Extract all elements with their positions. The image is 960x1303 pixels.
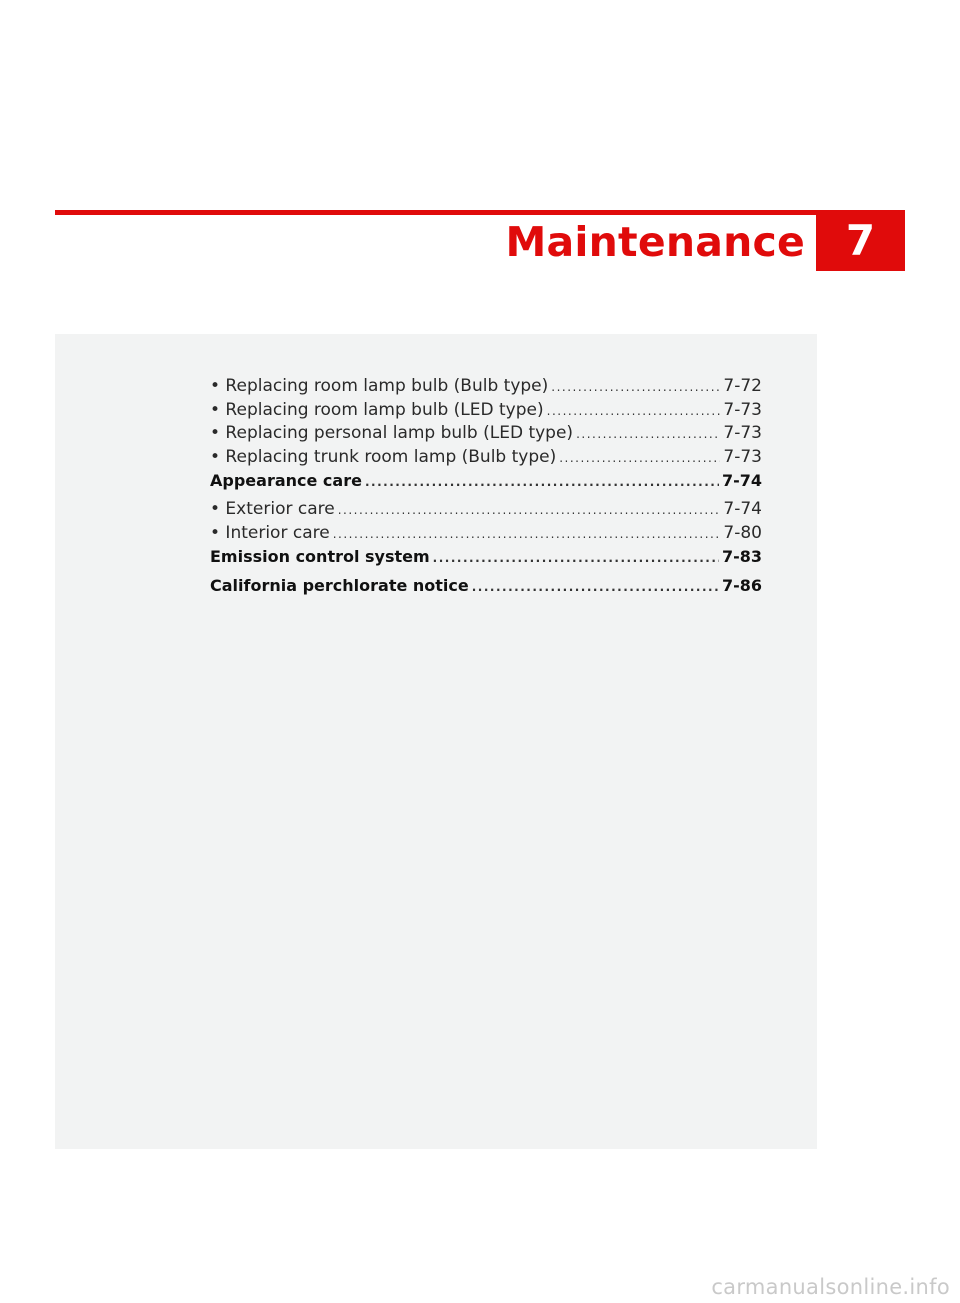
toc-entry-label: • Replacing personal lamp bulb (LED type) <box>210 423 574 444</box>
toc-entry[interactable] <box>210 523 762 547</box>
toc-entry-label: • Replacing trunk room lamp (Bulb type) <box>210 447 557 468</box>
toc-entry[interactable] <box>210 499 762 523</box>
toc-dot-leader <box>338 499 721 519</box>
toc-section-label: California perchlorate notice <box>210 575 469 595</box>
toc-entry-page: 7-72 <box>723 376 762 396</box>
chapter-number-badge: 7 <box>816 210 905 271</box>
toc-dot-leader <box>547 400 721 420</box>
toc-entry-label: • Exterior care <box>210 499 335 520</box>
toc-dot-leader <box>472 576 719 595</box>
toc-list <box>210 376 762 599</box>
toc-dot-leader <box>333 523 721 543</box>
toc-entry[interactable] <box>210 423 762 447</box>
toc-entry[interactable] <box>210 376 762 400</box>
toc-dot-leader <box>551 376 720 396</box>
toc-section-page: 7-83 <box>721 546 762 566</box>
toc-dot-leader <box>365 471 719 490</box>
toc-entry-page: 7-73 <box>723 447 762 468</box>
toc-entry-label: • Replacing room lamp bulb (LED type) <box>210 399 544 420</box>
toc-entry-label: • Interior care <box>210 523 330 544</box>
toc-entry-page: 7-80 <box>723 523 762 544</box>
toc-entry-page: 7-73 <box>723 399 762 420</box>
toc-dot-leader <box>576 423 720 443</box>
toc-section-label: Emission control system <box>210 546 430 566</box>
toc-section-entry[interactable] <box>210 471 762 495</box>
toc-entry[interactable] <box>210 400 762 424</box>
toc-dot-leader <box>433 547 719 566</box>
toc-dot-leader <box>559 447 720 467</box>
toc-section-entry[interactable] <box>210 547 762 571</box>
chapter-title: Maintenance <box>505 218 805 266</box>
toc-section-page: 7-86 <box>721 575 762 595</box>
toc-entry-label: • Replacing room lamp bulb (Bulb type) <box>210 376 549 396</box>
toc-section-entry[interactable] <box>210 576 762 600</box>
toc-panel <box>55 334 817 1149</box>
toc-section-label: Appearance care <box>210 470 362 490</box>
toc-entry-page: 7-73 <box>723 423 762 444</box>
toc-entry[interactable] <box>210 447 762 471</box>
toc-section-page: 7-74 <box>721 470 762 490</box>
toc-entry-page: 7-74 <box>723 499 762 520</box>
watermark-text: carmanualsonline.info <box>711 1275 950 1299</box>
